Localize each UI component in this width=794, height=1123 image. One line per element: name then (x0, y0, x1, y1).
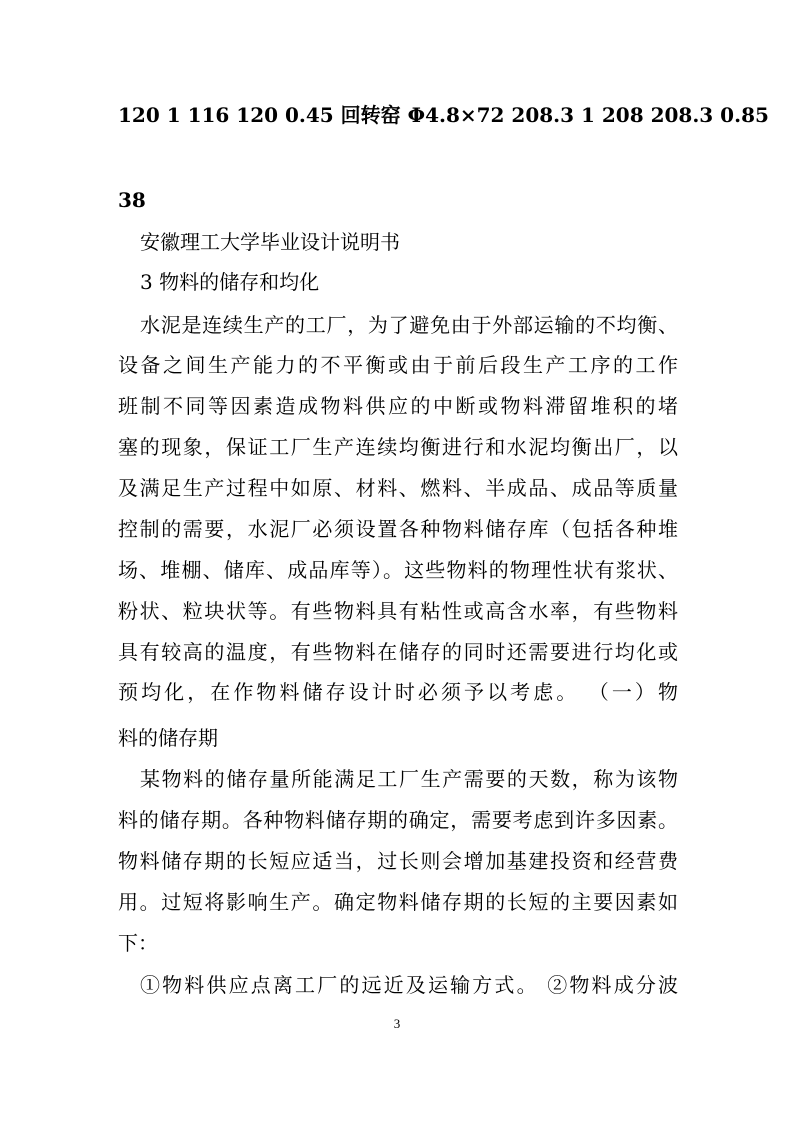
section-heading: 3 物料的储存和均化 (140, 270, 320, 294)
paragraph-line: 水泥是连续生产的工厂，为了避免由于外部运输的不均衡、 (140, 313, 678, 337)
paragraph-line: 及满足生产过程中如原、材料、燃料、半成品、成品等质量 (118, 476, 678, 500)
paragraph-line: 某物料的储存量所能满足工厂生产需要的天数，称为该物 (140, 767, 678, 791)
paragraph-line: 塞的现象，保证工厂生产连续均衡进行和水泥均衡出厂，以 (118, 435, 678, 459)
page-number: 3 (393, 1016, 401, 1031)
paragraph-line: 料的储存期。各种物料储存期的确定，需要考虑到许多因素。 (118, 808, 678, 832)
paragraph-line: 设备之间生产能力的不平衡或由于前后段生产工序的工作 (118, 353, 678, 377)
paragraph-line: ①物料供应点离工厂的远近及运输方式。 ②物料成分波 (140, 973, 678, 997)
table-row-text: 120 1 116 120 0.45 回转窑 Φ4.8×72 208.3 1 208 208.3 0.85 (118, 103, 769, 127)
paragraph-line: 预均化，在作物料储存设计时必须予以考虑。 （一）物 (118, 680, 678, 704)
paragraph-line: 下： (118, 931, 158, 955)
paragraph-line: 物料储存期的长短应适当，过长则会增加基建投资和经营费 (118, 849, 678, 873)
table-number: 38 (118, 188, 146, 212)
paragraph-line: 控制的需要，水泥厂必须设置各种物料储存库（包括各种堆 (118, 517, 678, 541)
paragraph-line: 场、堆棚、储库、成品库等）。这些物料的物理性状有浆状、 (118, 558, 678, 582)
paragraph-line: 粉状、粒块状等。有些物料具有粘性或高含水率，有些物料 (118, 599, 678, 623)
paragraph-line: 班制不同等因素造成物料供应的中断或物料滞留堆积的堵 (118, 394, 678, 418)
paragraph-line: 用。过短将影响生产。确定物料储存期的长短的主要因素如 (118, 890, 678, 914)
paragraph-line: 具有较高的温度，有些物料在储存的同时还需要进行均化或 (118, 640, 678, 664)
header-line: 安徽理工大学毕业设计说明书 (140, 230, 400, 254)
paragraph-line: 料的储存期 (118, 726, 218, 750)
